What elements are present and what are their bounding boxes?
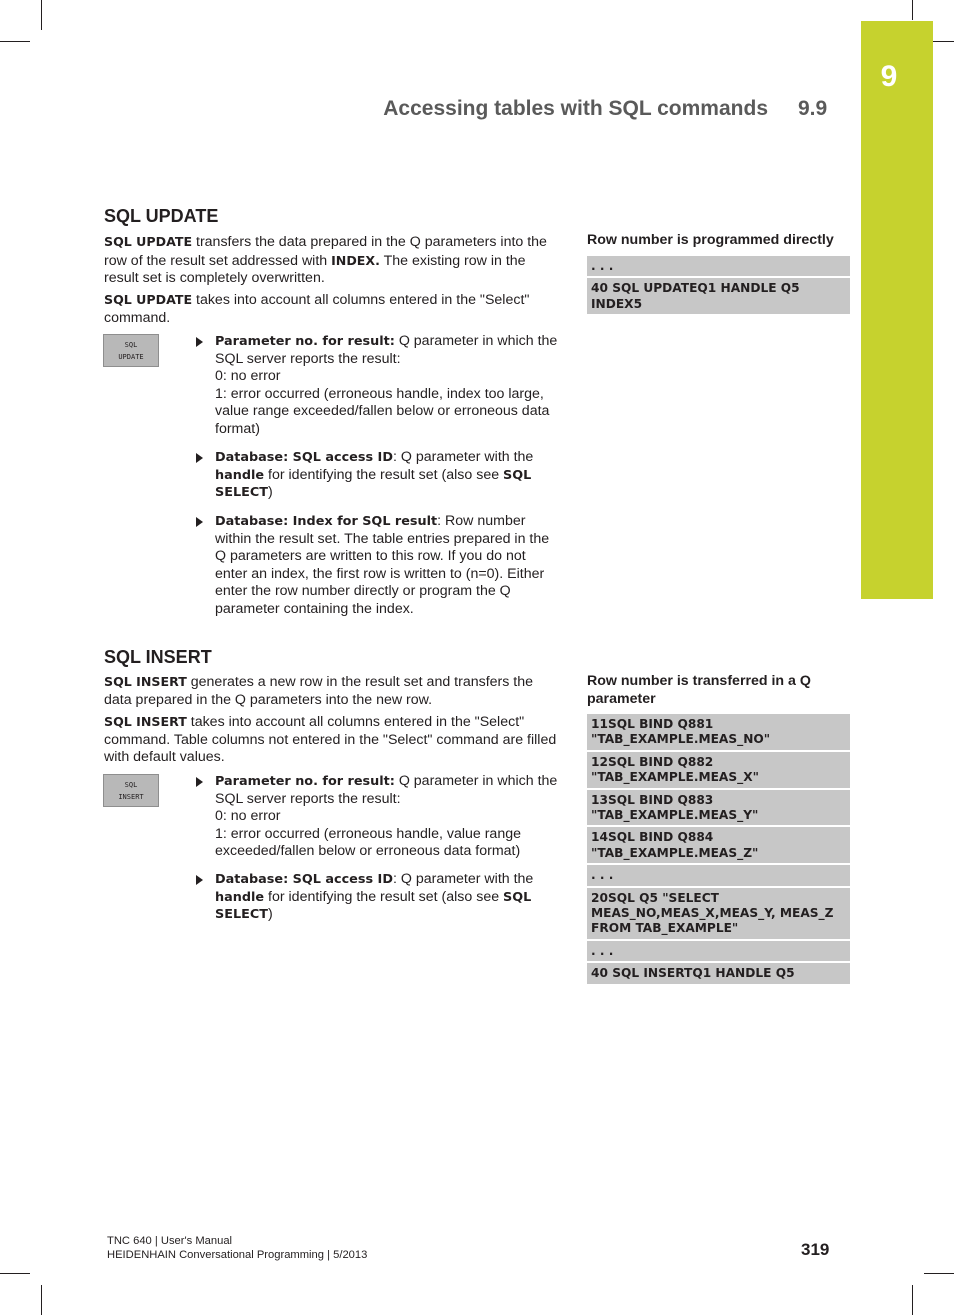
footer-line: HEIDENHAIN Conversational Programming | 5/2013 xyxy=(107,1249,368,1262)
bullet-text: : Q parameter with the xyxy=(392,449,534,465)
bullet-term: handle xyxy=(215,889,265,905)
update-paragraph-1 xyxy=(104,233,560,288)
code-line: 40 SQL UPDATEQ1 HANDLE Q5 INDEX5 xyxy=(587,278,850,314)
update-example-label: Row number is programmed directly xyxy=(587,232,834,248)
bullet-term: Database: Index for SQL result xyxy=(215,514,438,529)
cross-reference: SQL SELECT xyxy=(215,467,532,501)
page-footer xyxy=(107,1234,367,1262)
bullet-text: ) xyxy=(267,484,273,501)
softkey-label: INSERT xyxy=(118,792,144,801)
command-name: SQL UPDATE xyxy=(104,292,193,307)
sql-update-softkey xyxy=(103,334,159,367)
bullet-text: 0: no error xyxy=(215,808,281,825)
update-bullet-parameter xyxy=(196,333,558,439)
bullet-term: Parameter no. for result: xyxy=(215,334,395,349)
chapter-number: 9 xyxy=(880,60,898,93)
page-number: 319 xyxy=(801,1240,830,1259)
insert-paragraph-1 xyxy=(104,673,560,709)
crop-mark xyxy=(41,0,42,30)
bullet-term: Parameter no. for result: xyxy=(215,774,395,789)
code-line: . . . xyxy=(587,941,850,961)
footer-line: TNC 640 | User's Manual xyxy=(107,1235,233,1247)
running-header-title: Accessing tables with SQL commands xyxy=(383,97,768,120)
bullet-term: Database: SQL access ID xyxy=(215,872,393,887)
insert-bullet-access-id xyxy=(196,871,558,924)
update-bullet-index xyxy=(196,513,558,619)
softkey-label: SQL xyxy=(124,780,138,789)
softkey-label: UPDATE xyxy=(118,352,144,361)
code-line: . . . xyxy=(587,256,850,276)
crop-mark xyxy=(0,41,30,42)
code-line: 40 SQL INSERTQ1 HANDLE Q5 xyxy=(587,963,850,983)
cross-reference: SQL SELECT xyxy=(215,889,532,923)
crop-mark xyxy=(41,1285,42,1315)
bullet-text: 1: error occurred (erroneous handle, value range exceeded/fallen below or erroneous data format) xyxy=(215,825,521,860)
insert-bullet-parameter xyxy=(196,773,558,861)
bullet-text: 0: no error xyxy=(215,368,281,385)
paragraph-text: The existing row in the result set is completely overwritten. xyxy=(104,252,526,287)
paragraph-text: takes into account all columns entered in the "Select" command. xyxy=(104,292,530,326)
triangle-bullet-icon xyxy=(196,337,203,347)
insert-code-example xyxy=(587,714,850,986)
paragraph-text: takes into account all columns entered in the "Select" command. Table columns not entered in the "Select" command are filled with default values. xyxy=(104,714,557,766)
command-name: SQL INSERT xyxy=(104,674,187,689)
command-name: SQL UPDATE xyxy=(104,234,193,249)
triangle-bullet-icon xyxy=(196,453,203,463)
crop-mark xyxy=(912,0,913,20)
code-line: 20SQL Q5 "SELECT MEAS_NO,MEAS_X,MEAS_Y, MEAS_Z FROM TAB_EXAMPLE" xyxy=(587,888,850,939)
triangle-bullet-icon xyxy=(196,517,203,527)
bullet-text: : Q parameter with the xyxy=(392,871,534,887)
update-code-example xyxy=(587,256,850,316)
code-line: 11SQL BIND Q881 "TAB_EXAMPLE.MEAS_NO" xyxy=(587,714,850,750)
chapter-tab xyxy=(861,21,933,599)
triangle-bullet-icon xyxy=(196,875,203,885)
crop-mark xyxy=(912,1285,913,1315)
bullet-text: Q parameter in which the SQL server reports the result: xyxy=(215,333,558,367)
bullet-term: Database: SQL access ID xyxy=(215,450,393,465)
insert-paragraph-2 xyxy=(104,713,560,767)
bullet-text: for identifying the result set (also see xyxy=(264,888,504,905)
code-line: . . . xyxy=(587,865,850,885)
crop-mark xyxy=(0,1273,30,1274)
bullet-text: : Row number within the result set. The table entries prepared in the Q parameters are written to this row. If you do not enter an index, the first row is written to (n=0). Either enter the row number directly or program the Q parameter containing the index. xyxy=(215,513,550,617)
bullet-text: Q parameter in which the SQL server reports the result: xyxy=(215,773,558,807)
bullet-text: for identifying the result set (also see xyxy=(264,466,504,483)
paragraph-text: generates a new row in the result set and transfers the data prepared in the Q parameters into the new row. xyxy=(104,674,534,708)
running-header-section: 9.9 xyxy=(798,97,828,120)
bullet-text: ) xyxy=(267,906,273,923)
softkey-label: SQL xyxy=(124,340,138,349)
section-heading-insert: SQL INSERT xyxy=(104,647,212,667)
keyword: INDEX. xyxy=(331,252,380,268)
insert-example-label: Row number is transferred in a Q parameter xyxy=(587,673,811,707)
code-line: 14SQL BIND Q884 "TAB_EXAMPLE.MEAS_Z" xyxy=(587,827,850,863)
command-name: SQL INSERT xyxy=(104,714,187,729)
sql-insert-softkey xyxy=(103,774,159,807)
paragraph-text: transfers the data prepared in the Q parameters into the row of the result set addressed with xyxy=(104,234,547,269)
triangle-bullet-icon xyxy=(196,777,203,787)
update-paragraph-2 xyxy=(104,291,560,327)
crop-mark xyxy=(924,1273,954,1274)
update-bullet-access-id xyxy=(196,449,558,502)
code-line: 13SQL BIND Q883 "TAB_EXAMPLE.MEAS_Y" xyxy=(587,790,850,826)
section-heading-update: SQL UPDATE xyxy=(104,206,219,226)
bullet-text: 1: error occurred (erroneous handle, index too large, value range exceeded/fallen below or erroneous data format) xyxy=(215,385,550,437)
bullet-term: handle xyxy=(215,467,265,483)
code-line: 12SQL BIND Q882 "TAB_EXAMPLE.MEAS_X" xyxy=(587,752,850,788)
